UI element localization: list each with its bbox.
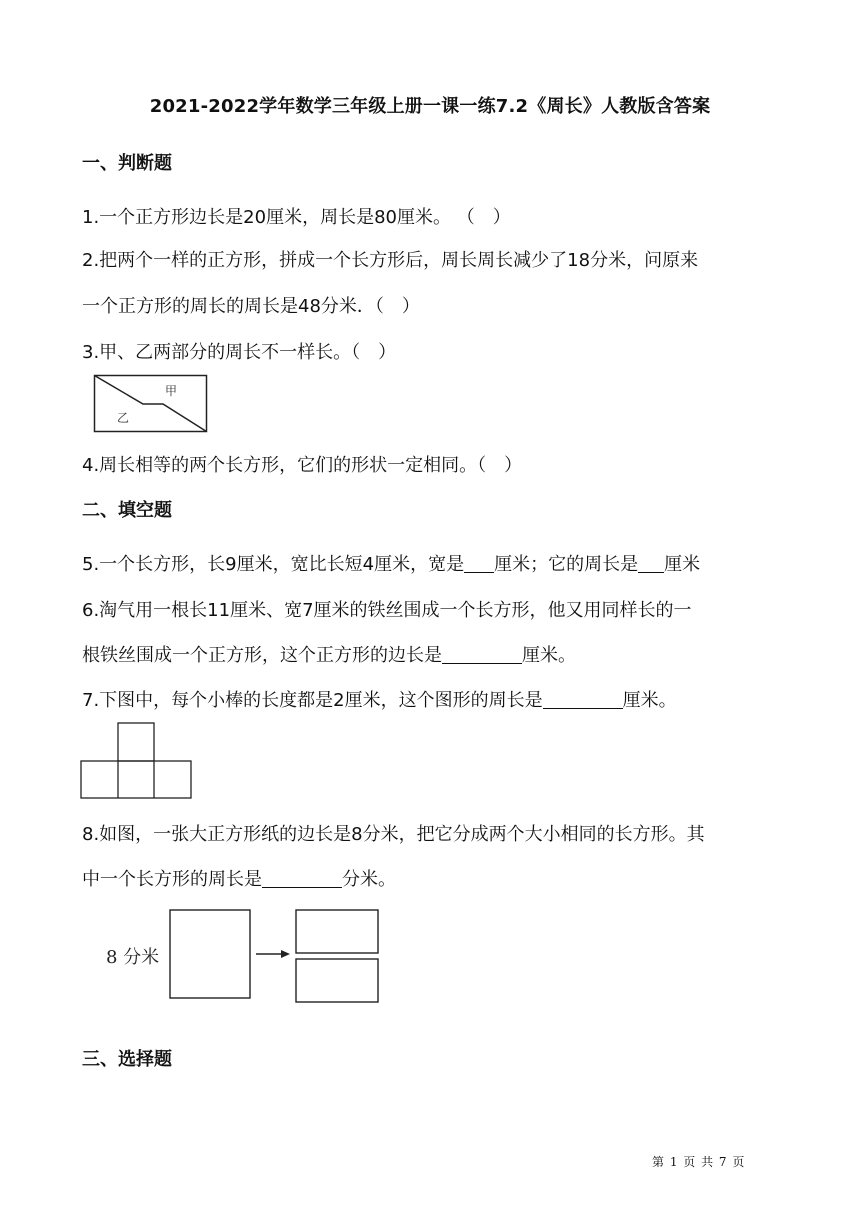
section-heading-fill-in: 二、填空题 [82, 500, 172, 521]
figure-square-split [100, 905, 390, 1010]
section-heading-judgment: 一、判断题 [82, 153, 172, 174]
question-2-line-1: 2.把两个一样的正方形，拼成一个长方形后，周长周长减少了18分米，问原来 [82, 250, 699, 271]
question-6-line-1: 6.淘气用一根长11厘米、宽7厘米的铁丝围成一个长方形，他又用同样长的一 [82, 600, 692, 621]
question-5 [82, 550, 700, 576]
question-8-text-a: 中一个长方形的周长是 [82, 869, 262, 890]
figure-label-yi: 乙 [117, 411, 130, 425]
question-8-text-b: 分米。 [342, 869, 396, 890]
question-8-line-1: 8.如图，一张大正方形纸的边长是8分米，把它分成两个大小相同的长方形。其 [82, 824, 705, 845]
figure-label-8dm: 8 分米 [106, 947, 160, 968]
question-6-text-a: 根铁丝围成一个正方形，这个正方形的边长是 [82, 645, 442, 666]
question-6-text-b: 厘米。 [522, 645, 576, 666]
figure-jia-yi-rectangle [93, 374, 209, 434]
section-heading-choice: 三、选择题 [82, 1049, 172, 1070]
question-2-line-2: 一个正方形的周长的周长是48分米．（ ） [82, 296, 420, 317]
page-footer: 第 1 页 共 7 页 [652, 1155, 746, 1169]
question-3: 3.甲、乙两部分的周长不一样长。（ ） [82, 342, 397, 363]
answer-blank[interactable] [464, 554, 494, 573]
question-7-text-a: 7.下图中，每个小棒的长度都是2厘米，这个图形的周长是 [82, 690, 543, 711]
question-5-text-b: 厘米；它的周长是 [494, 554, 639, 575]
question-6-line-2 [82, 641, 576, 667]
question-8-line-2 [82, 865, 396, 891]
figure-stick-squares [80, 722, 192, 800]
question-5-text-c: 厘米 [664, 554, 701, 575]
answer-blank[interactable] [262, 869, 342, 888]
document-title: 2021-2022学年数学三年级上册一课一练7.2《周长》人教版含答案 [149, 96, 711, 117]
question-7 [82, 686, 677, 712]
answer-blank[interactable] [638, 554, 664, 573]
question-5-text-a: 5.一个长方形，长9厘米，宽比长短4厘米，宽是 [82, 554, 465, 575]
figure-label-jia: 甲 [165, 384, 178, 398]
question-1: 1.一个正方形边长是20厘米，周长是80厘米。 （ ） [82, 207, 511, 228]
question-7-text-b: 厘米。 [622, 690, 677, 711]
question-4: 4.周长相等的两个长方形，它们的形状一定相同。（ ） [82, 455, 523, 476]
answer-blank[interactable] [442, 645, 522, 664]
answer-blank[interactable] [543, 690, 623, 709]
